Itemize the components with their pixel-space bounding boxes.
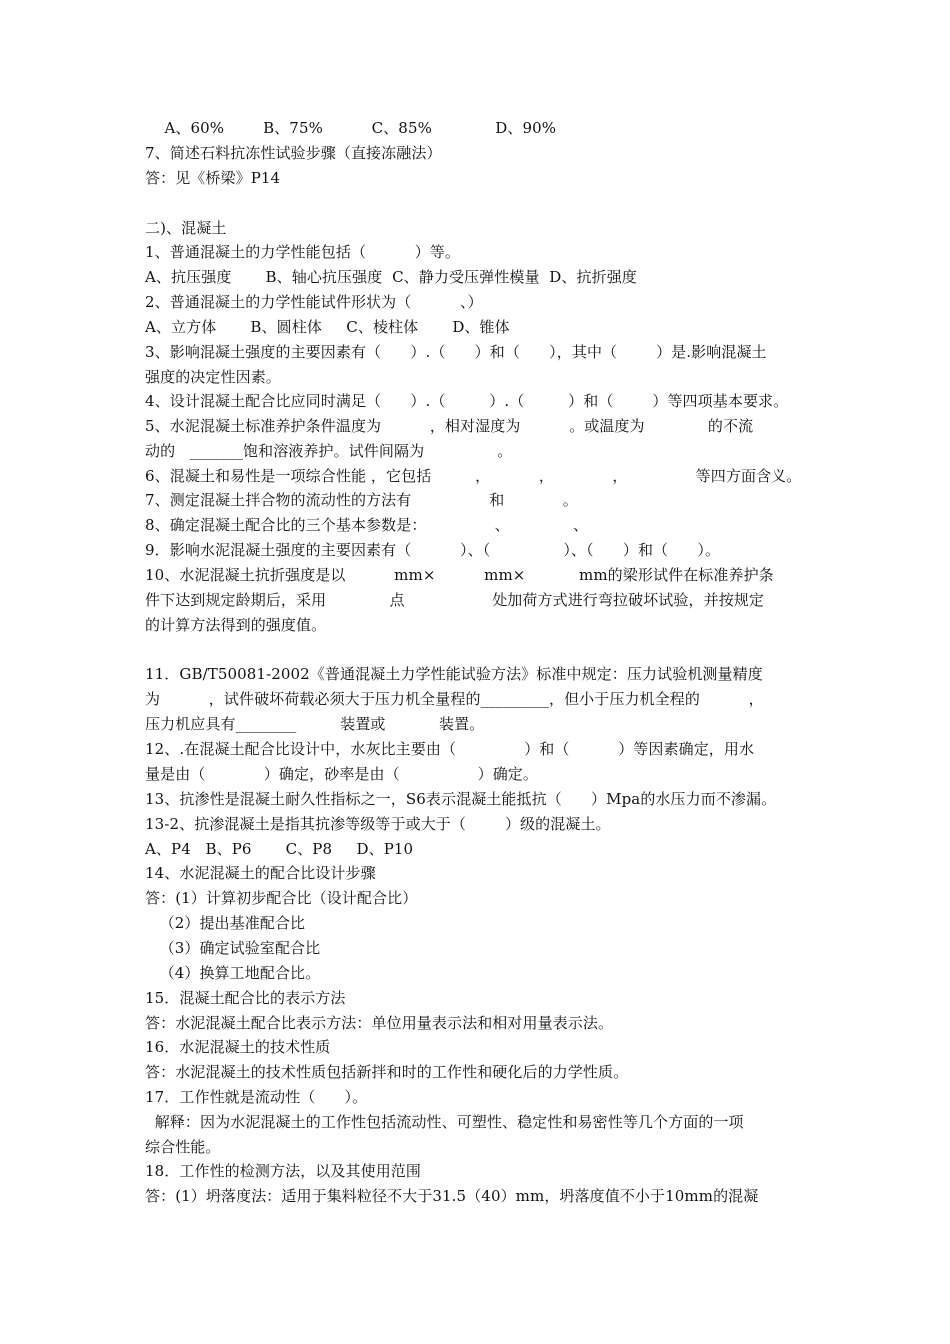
concrete-q18-answer: 答：(1）坍落度法：适用于集料粒径不大于31.5（40）mm，坍落度值不小于10mm的混凝 (145, 1187, 759, 1205)
concrete-q5-cont: 动的 _______饱和溶液养护。试件间隔为 。 (145, 442, 513, 460)
concrete-q14: 14、水泥混凝土的配合比设计步骤 (145, 864, 376, 882)
concrete-q1: 1、普通混凝土的力学性能包括（ ）等。 (145, 243, 461, 261)
concrete-q16: 16．水泥混凝土的技术性质 (145, 1038, 331, 1056)
concrete-q16-answer: 答：水泥混凝土的技术性质包括新拌和时的工作性和硬化后的力学性质。 (145, 1063, 629, 1081)
concrete-q13: 13、抗渗性是混凝土耐久性指标之一，S6表示混凝土能抵抗（ ）Mpa的水压力而不渗漏。 (145, 790, 777, 808)
concrete-q5: 5、水泥混凝土标准养护条件温度为 ，相对湿度为 。或温度为 的不流 (145, 417, 754, 435)
concrete-q13-2-options: A、P4 B、P6 C、P8 D、P10 (145, 840, 414, 858)
concrete-q2-options: A、立方体 B、圆柱体 C、棱柱体 D、锥体 (145, 318, 510, 336)
blank-line (145, 640, 810, 660)
concrete-q18: 18．工作性的检测方法，以及其使用范围 (145, 1162, 421, 1180)
concrete-q1-options: A、抗压强度 B、轴心抗压强度 C、静力受压弹性模量 D、抗折强度 (145, 268, 637, 286)
concrete-q14-answer-3: （3）确定试验室配合比 (145, 939, 321, 957)
concrete-q14-answer-4: （4）换算工地配合比。 (145, 964, 321, 982)
concrete-q15-answer: 答：水泥混凝土配合比表示方法：单位用量表示法和相对用量表示法。 (145, 1014, 614, 1032)
q7-stone-frost-question: 7、简述石料抗冻性试验步骤（直接冻融法） (145, 144, 442, 162)
concrete-q14-answer-1: 答：(1）计算初步配合比（设计配合比） (145, 889, 418, 907)
concrete-q8: 8、确定混凝土配合比的三个基本参数是： 、 、 (145, 516, 589, 534)
concrete-q10-cont: 件下达到规定龄期后，采用 点 处加荷方式进行弯拉破坏试验，并按规定 (145, 591, 765, 609)
section-heading-concrete: 二)、混凝土 (145, 219, 227, 237)
concrete-q17-explanation-cont: 综合性能。 (145, 1138, 221, 1156)
concrete-q3-cont: 强度的决定性因素。 (145, 368, 281, 386)
concrete-q7: 7、测定混凝土拌合物的流动性的方法有 和 。 (145, 491, 578, 509)
concrete-q17-explanation: 解释：因为水泥混凝土的工作性包括流动性、可塑性、稳定性和易密性等几个方面的一项 (145, 1113, 744, 1131)
concrete-q3: 3、影响混凝土强度的主要因素有（ ）.（ ）和（ ），其中（ ）是.影响混凝土 (145, 343, 767, 361)
concrete-q14-answer-2: （2）提出基准配合比 (145, 914, 306, 932)
concrete-q10: 10、水泥混凝土抗折强度是以 mm× mm× mm的梁形试件在标准养护条 (145, 566, 774, 584)
concrete-q11-cont: 为 ，试件破坏荷载必须大于压力机全量程的_________，但小于压力机全程的 ， (145, 690, 764, 708)
concrete-q12: 12、.在混凝土配合比设计中，水灰比主要由（ ）和（ ）等因素确定，用水 (145, 740, 755, 758)
q7-answer: 答：见《桥梁》P14 (145, 169, 281, 187)
concrete-q15: 15．混凝土配合比的表示方法 (145, 989, 346, 1007)
concrete-q12-cont: 量是由（ ）确定，砂率是由（ ）确定。 (145, 765, 539, 783)
concrete-q2: 2、普通混凝土的力学性能试件形状为（ 、） (145, 293, 483, 311)
concrete-q11: 11．GB/T50081-2002《普通混凝土力学性能试验方法》标准中规定：压力试验机测量精度 (145, 665, 763, 683)
concrete-q11-cont2: 压力机应具有________ 装置或 装置。 (145, 715, 485, 733)
concrete-q4: 4、设计混凝土配合比应同时满足（ ）.（ ）.（ ）和（ ）等四项基本要求。 (145, 392, 789, 410)
concrete-q17: 17．工作性就是流动性（ ）。 (145, 1088, 368, 1106)
q6-options: A、60% B、75% C、85% D、90% (145, 119, 557, 137)
concrete-q9: 9．影响水泥混凝土强度的主要因素有（ ）、（ ）、（ ）和（ ）。 (145, 541, 721, 559)
concrete-q13-2: 13-2、抗渗混凝土是指其抗渗等级等于或大于（ ）级的混凝土。 (145, 815, 611, 833)
blank-line (145, 193, 810, 213)
concrete-q10-cont2: 的计算方法得到的强度值。 (145, 616, 327, 634)
concrete-q6: 6、混凝土和易性是一项综合性能 ，它包括 ， ， ， 等四方面含义。 (145, 467, 802, 485)
